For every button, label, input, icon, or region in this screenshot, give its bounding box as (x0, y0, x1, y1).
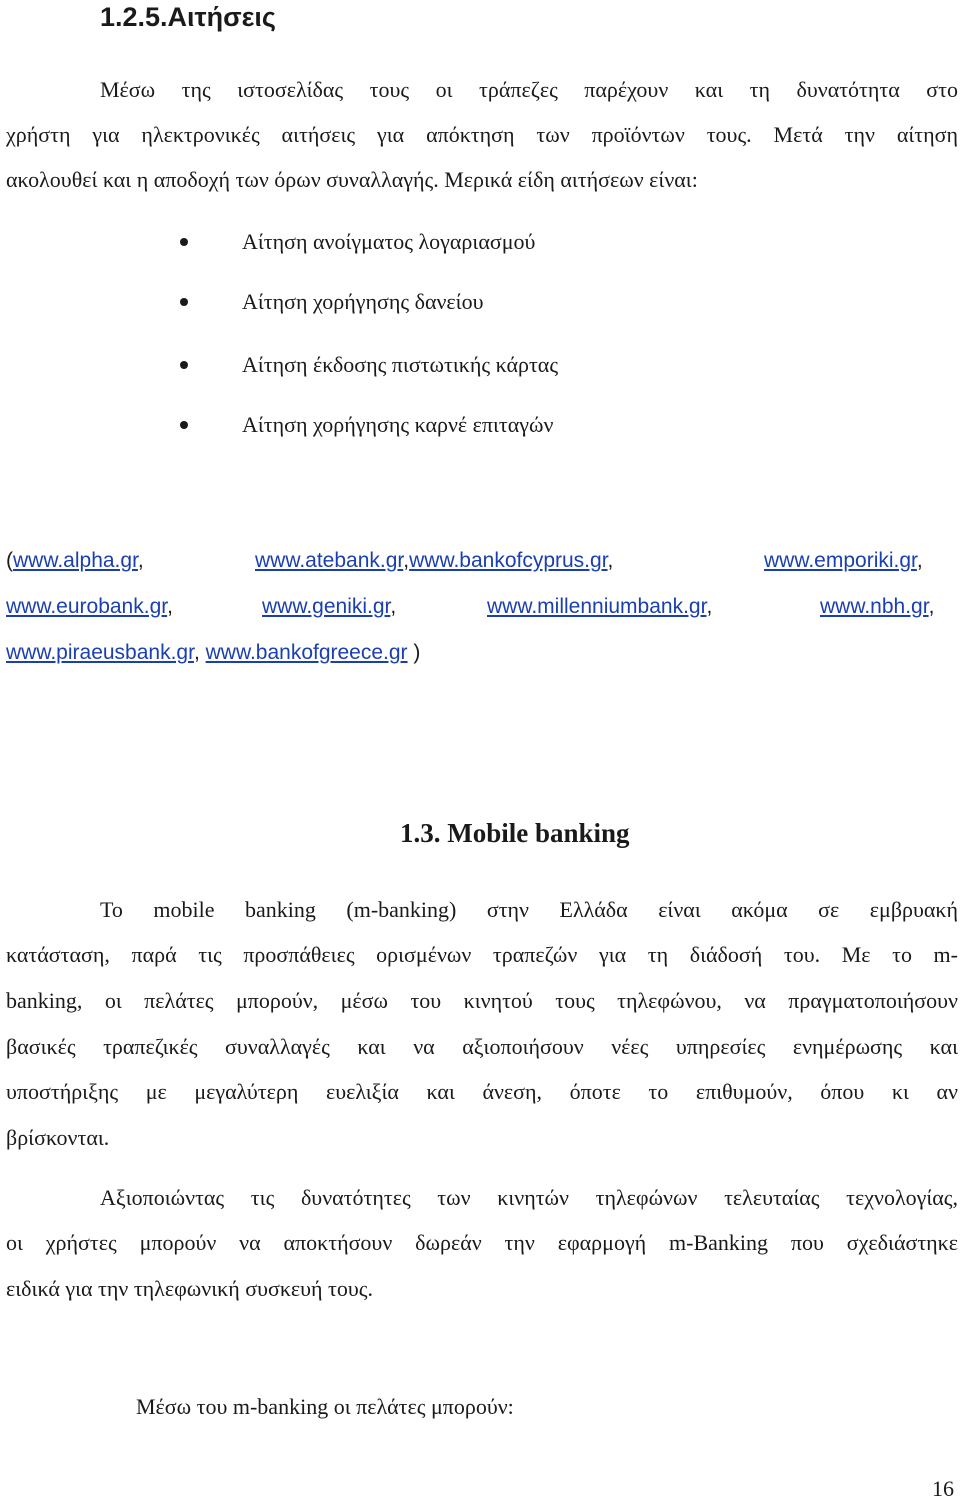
link-eurobank[interactable]: www.eurobank.gr (6, 595, 168, 618)
links-line-2b: www.geniki.gr, (262, 595, 397, 618)
bullet-icon (180, 361, 188, 369)
mobile-para1-line-5: υποστήριξης με μεγαλύτερη ευελιξία και άνεση, όποτε το επιθυμούν, όπου κι αν (6, 1079, 958, 1104)
mobile-para1-line-6: βρίσκονται. (6, 1125, 110, 1150)
section-heading: 1.2.5.Αιτήσεις (100, 2, 276, 32)
list-item: Αίτηση χορήγησης δανείου (242, 289, 484, 314)
mobile-lead: Μέσω του m-banking οι πελάτες μπορούν: (136, 1394, 514, 1419)
link-bankofcyprus[interactable]: www.bankofcyprus.gr (409, 549, 608, 572)
intro-line-3: ακολουθεί και η αποδοχή των όρων συναλλαγής. Μερικά είδη αιτήσεων είναι: (6, 167, 698, 192)
links-line-1b: www.atebank.gr,www.bankofcyprus.gr, (255, 549, 614, 572)
mobile-para1-line-4: βασικές τραπεζικές συναλλαγές και να αξιοποιήσουν νέες υπηρεσίες ενημέρωσης και (6, 1034, 958, 1059)
link-millenniumbank[interactable]: www.millenniumbank.gr (487, 595, 707, 618)
close-paren: ) (407, 641, 421, 664)
open-paren: ( (6, 549, 13, 572)
list-item: Αίτηση έκδοσης πιστωτικής κάρτας (242, 352, 559, 377)
link-alpha[interactable]: www.alpha.gr (13, 549, 138, 572)
link-atebank[interactable]: www.atebank.gr (255, 549, 404, 572)
mobile-para2-line-1: Αξιοποιώντας τις δυνατότητες των κινητών τηλεφώνων τελευταίας τεχνολογίας, (100, 1185, 958, 1210)
bullet-icon (180, 421, 188, 429)
list-item: Αίτηση ανοίγματος λογαριασμού (242, 229, 536, 254)
mobile-para1-line-3: banking, οι πελάτες μπορούν, μέσω του κινητού τους τηλεφώνου, να πραγματοποιήσουν (6, 988, 958, 1013)
mobile-para1-line-2: κατάσταση, παρά τις προσπάθειες ορισμένων τραπεζών για τη διάδοσή του. Με το m- (6, 942, 958, 967)
bullet-icon (180, 238, 188, 246)
links-line-1: (www.alpha.gr, (6, 549, 144, 572)
mobile-para2-line-3: ειδικά για την τηλεφωνική συσκευή τους. (6, 1276, 373, 1301)
link-nbh[interactable]: www.nbh.gr (820, 595, 929, 618)
mobile-para2-line-2: οι χρήστες μπορούν να αποκτήσουν δωρεάν την εφαρμογή m-Banking που σχεδιάστηκε (6, 1230, 958, 1255)
bullet-icon (180, 298, 188, 306)
page-number: 16 (932, 1476, 954, 1501)
intro-line-2: χρήστη για ηλεκτρονικές αιτήσεις για απόκτηση των προϊόντων τους. Μετά την αίτηση (6, 122, 958, 147)
list-item: Αίτηση χορήγησης καρνέ επιταγών (242, 412, 554, 437)
link-bankofgreece[interactable]: www.bankofgreece.gr (205, 641, 408, 664)
links-line-2c: www.millenniumbank.gr, (487, 595, 713, 618)
link-emporiki[interactable]: www.emporiki.gr (764, 549, 917, 572)
links-line-1c: www.emporiki.gr, (764, 549, 923, 572)
links-line-3: www.piraeusbank.gr, www.bankofgreece.gr ) (6, 641, 421, 664)
mobile-para1-line-1: Το mobile banking (m-banking) στην Ελλάδα είναι ακόμα σε εμβρυακή (100, 897, 958, 922)
links-line-2d: www.nbh.gr, (820, 595, 935, 618)
links-line-2a: www.eurobank.gr, (6, 595, 173, 618)
intro-line-1: Μέσω της ιστοσελίδας τους οι τράπεζες παρέχουν και τη δυνατότητα στο (100, 77, 958, 102)
mobile-heading: 1.3. Mobile banking (400, 818, 630, 848)
link-piraeusbank[interactable]: www.piraeusbank.gr (6, 641, 194, 664)
link-geniki[interactable]: www.geniki.gr (262, 595, 391, 618)
